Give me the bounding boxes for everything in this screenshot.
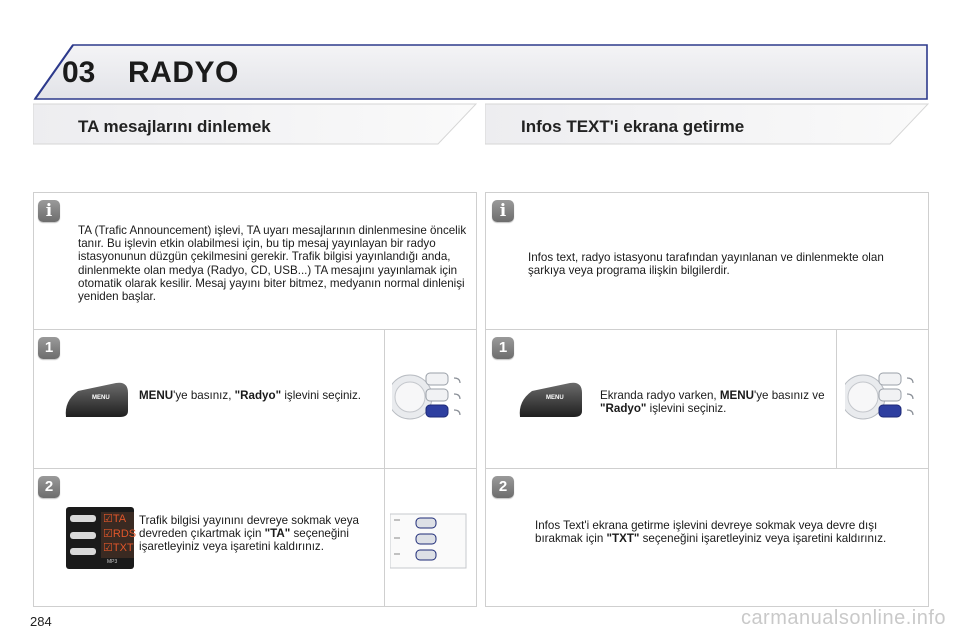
mp3-label: MP3 xyxy=(107,559,118,565)
info-icon: i xyxy=(38,200,60,222)
menu-button-label: MENU xyxy=(92,395,110,401)
divider xyxy=(33,329,477,330)
step-1-badge: 1 xyxy=(38,337,60,359)
page-number: 284 xyxy=(30,614,52,629)
option-rds: ☑RDS xyxy=(103,527,137,540)
option-ta: ☑TA xyxy=(103,513,127,525)
info-icon: i xyxy=(492,200,514,222)
left-step1-text: MENU'ye basınız, "Radyo" işlevini seçiniz. xyxy=(139,389,361,402)
option-button-graphic xyxy=(70,532,96,539)
chapter-number: 03 xyxy=(62,56,96,89)
step-1-badge: 1 xyxy=(492,337,514,359)
right-step1-text: Ekranda radyo varken, MENU'ye basınız ve "Radyo" işlevini seçiniz. xyxy=(600,389,825,416)
menu-button-label: MENU xyxy=(546,395,564,401)
option-button-graphic xyxy=(70,548,96,555)
right-section-title: Infos TEXT'i ekrana getirme xyxy=(521,117,745,136)
option-button-graphic xyxy=(70,515,96,522)
radio-control-panel-icon xyxy=(392,368,470,426)
divider xyxy=(384,329,385,607)
option-buttons-panel-icon xyxy=(390,508,470,570)
divider xyxy=(836,329,837,468)
chapter-title: RADYO xyxy=(128,56,239,89)
step-2-badge: 2 xyxy=(38,476,60,498)
option-txt: ☑TXT xyxy=(103,542,134,554)
options-list xyxy=(103,512,136,556)
left-section-title: TA mesajlarını dinlemek xyxy=(78,117,271,136)
left-info-text: TA (Trafic Announcement) işlevi, TA uyarı mesajlarının dinlenmesine öncelik tanır. Bu işlevin etkin olabilmesi için, bu tip mesaj yayınlayan bir radyo istasyonunun düzgün çekilmesini gerekir. Trafik bilgisi yayınlandığı anda, dinlenmekte olan medya (Radyo, CD, USB...) TA mesajını yayınlamak için otomatik olarak kesilir. Mesaj yayını biter bitmez, medyanın normal dinlenişi yeniden başlar. xyxy=(78,224,467,304)
left-step2-text: Trafik bilgisi yayınını devreye sokmak veya devreden çıkartmak için "TA" seçeneğini işaretleyiniz veya işaretini kaldırınız. xyxy=(139,514,359,554)
radio-control-panel-icon xyxy=(845,368,923,426)
right-step2-text: Infos Text'i ekrana getirme işlevini devreye sokmak veya devre dışı bırakmak için "TXT" seçeneğini işaretleyiniz veya işaretini kaldırınız. xyxy=(535,519,887,546)
watermark: carmanualsonline.info xyxy=(740,607,946,629)
right-info-text: Infos text, radyo istasyonu tarafından yayınlanan ve dinlenmekte olan şarkıya veya programa ilişkin bilgilerdir. xyxy=(528,251,884,278)
divider xyxy=(485,329,929,330)
divider xyxy=(485,468,929,469)
divider xyxy=(33,468,477,469)
step-2-badge: 2 xyxy=(492,476,514,498)
